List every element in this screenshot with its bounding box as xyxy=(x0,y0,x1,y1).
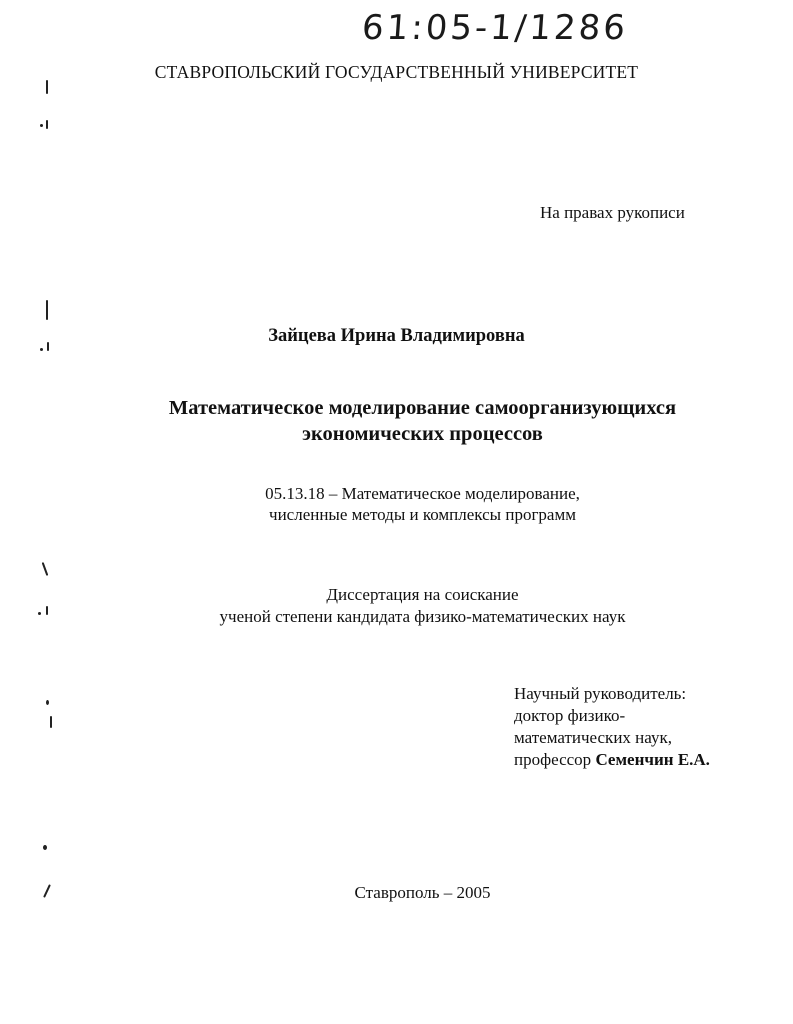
scan-mark xyxy=(46,80,48,94)
scan-mark xyxy=(50,716,52,728)
scan-mark xyxy=(43,845,47,850)
degree-description xyxy=(0,584,793,628)
scientific-advisor xyxy=(514,683,710,771)
degree-line-2: ученой степени кандидата физико-математических наук xyxy=(219,607,626,626)
specialty-code xyxy=(0,483,793,525)
scan-mark xyxy=(42,562,49,576)
specialty-line-1: 05.13.18 – Математическое моделирование, xyxy=(265,484,580,503)
scan-mark xyxy=(40,348,43,351)
advisor-line-1: Научный руководитель: xyxy=(514,684,687,703)
author-name: Зайцева Ирина Владимировна xyxy=(268,326,525,346)
advisor-name: Семенчин Е.А. xyxy=(595,750,710,769)
scan-mark xyxy=(46,606,48,615)
advisor-line-4 xyxy=(514,749,710,771)
scan-mark xyxy=(46,300,48,320)
degree-line-1: Диссертация на соискание xyxy=(326,585,519,604)
scan-mark xyxy=(38,612,41,615)
advisor-line-2: доктор физико- xyxy=(514,706,626,725)
handwritten-archive-number: 61:05-1/1286 xyxy=(360,8,630,48)
dissertation-title xyxy=(0,395,793,447)
title-line-1: Математическое моделирование самоорганизующихся xyxy=(168,397,677,419)
university-name: СТАВРОПОЛЬСКИЙ ГОСУДАРСТВЕННЫЙ УНИВЕРСИТЕТ xyxy=(154,62,639,82)
scan-mark xyxy=(47,342,49,351)
manuscript-rights-note: На правах рукописи xyxy=(540,203,685,222)
scan-mark xyxy=(40,124,43,127)
specialty-line-2: численные методы и комплексы программ xyxy=(269,505,576,524)
scan-mark xyxy=(46,120,48,129)
advisor-title: профессор xyxy=(514,750,596,769)
city-year: Ставрополь – 2005 xyxy=(354,883,491,902)
title-line-2: экономических процессов xyxy=(302,423,543,445)
advisor-line-3: математических наук, xyxy=(514,728,672,747)
scan-mark xyxy=(46,700,49,705)
